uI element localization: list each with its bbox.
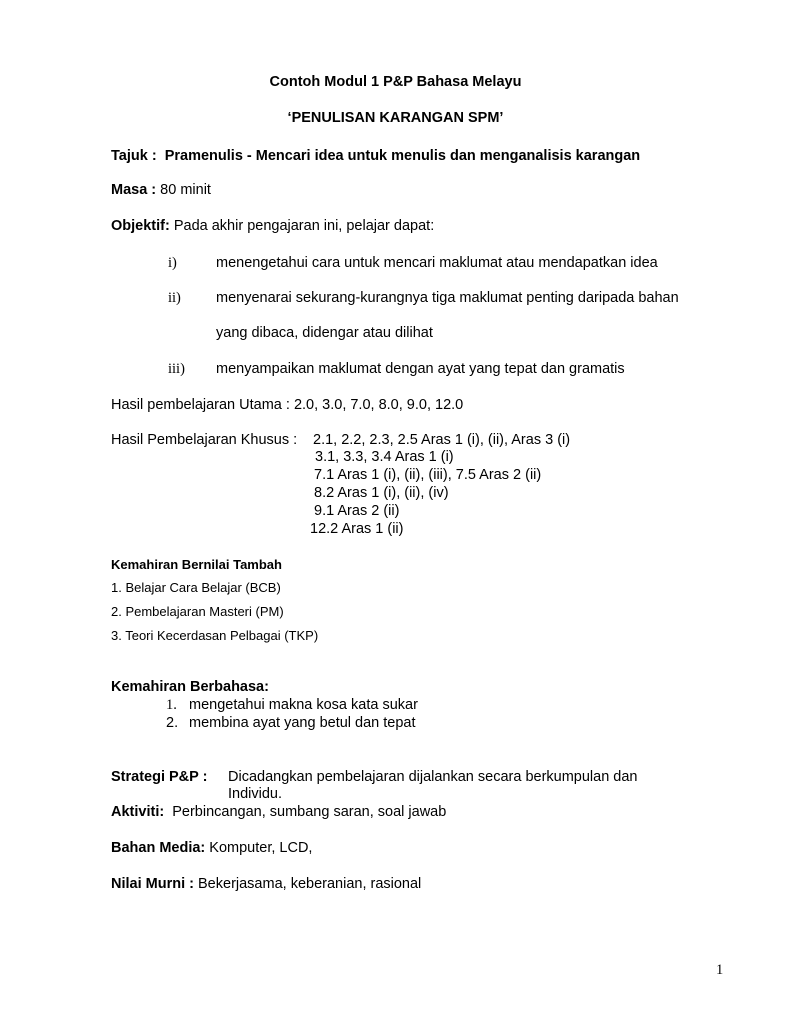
- hasil-khusus-line: 3.1, 3.3, 3.4 Aras 1 (i): [315, 449, 454, 465]
- bahan-media-value: Komputer, LCD,: [209, 840, 313, 856]
- hasil-khusus-line: 12.2 Aras 1 (ii): [310, 521, 404, 537]
- tajuk-value: Pramenulis - Mencari idea untuk menulis dan menganalisis karangan: [164, 148, 641, 164]
- objektif-num-1: i): [168, 255, 177, 271]
- kemahiran-bernilai-heading: Kemahiran Bernilai Tambah: [111, 557, 282, 572]
- hasil-khusus-line: 7.1 Aras 1 (i), (ii), (iii), 7.5 Aras 2 (ii): [314, 467, 542, 483]
- hasil-khusus-line: 2.1, 2.2, 2.3, 2.5 Aras 1 (i), (ii), Aras 3 (i): [313, 432, 571, 448]
- objektif-row: [111, 218, 434, 235]
- masa-label: Masa :: [111, 182, 157, 198]
- document-title: Contoh Modul 1 P&P Bahasa Melayu: [269, 74, 522, 90]
- kemahiran-berbahasa-num-2: 2.: [166, 715, 179, 731]
- objektif-label: Objektif:: [111, 218, 170, 234]
- kemahiran-berbahasa-heading: Kemahiran Berbahasa:: [111, 679, 269, 695]
- masa-value: 80 minit: [160, 182, 211, 198]
- kemahiran-bernilai-item: 3. Teori Kecerdasan Pelbagai (TKP): [111, 628, 319, 643]
- strategi-label: Strategi P&P :: [111, 769, 208, 785]
- objektif-item-1: menengetahui cara untuk mencari maklumat atau mendapatkan idea: [216, 255, 658, 271]
- kemahiran-berbahasa-item-2: membina ayat yang betul dan tepat: [189, 715, 416, 731]
- hasil-khusus-label: Hasil Pembelajaran Khusus :: [111, 432, 298, 448]
- bahan-media-label: Bahan Media:: [111, 840, 206, 856]
- nilai-murni-label: Nilai Murni :: [111, 876, 194, 892]
- kemahiran-berbahasa-item-1: mengetahui makna kosa kata sukar: [189, 697, 418, 713]
- hasil-khusus-line: 8.2 Aras 1 (i), (ii), (iv): [314, 485, 449, 501]
- kemahiran-bernilai-item: 2. Pembelajaran Masteri (PM): [111, 604, 284, 619]
- aktiviti-row: [111, 804, 446, 821]
- aktiviti-value: Perbincangan, sumbang saran, soal jawab: [172, 804, 447, 820]
- bahan-media-row: [111, 840, 312, 857]
- objektif-item-3: menyampaikan maklumat dengan ayat yang tepat dan gramatis: [216, 361, 625, 377]
- page-number: 1: [716, 962, 724, 978]
- objektif-num-3: iii): [168, 361, 185, 377]
- hasil-utama: Hasil pembelajaran Utama : 2.0, 3.0, 7.0, 8.0, 9.0, 12.0: [111, 397, 464, 413]
- document-subtitle: ‘PENULISAN KARANGAN SPM’: [287, 110, 504, 126]
- objektif-num-2: ii): [168, 290, 181, 306]
- objektif-item-2: menyenarai sekurang-kurangnya tiga maklumat penting daripada bahan: [216, 290, 679, 306]
- masa-row: [111, 182, 211, 199]
- tajuk-row: [111, 148, 640, 165]
- aktiviti-label: Aktiviti:: [111, 804, 165, 820]
- kemahiran-berbahasa-num-1: 1.: [166, 697, 177, 713]
- strategi-line-2: Individu.: [228, 786, 283, 802]
- tajuk-label: Tajuk :: [111, 148, 157, 164]
- nilai-murni-value: Bekerjasama, keberanian, rasional: [198, 876, 422, 892]
- kemahiran-bernilai-item: 1. Belajar Cara Belajar (BCB): [111, 580, 281, 595]
- hasil-khusus-line: 9.1 Aras 2 (ii): [314, 503, 400, 519]
- strategi-line-1: Dicadangkan pembelajaran dijalankan secara berkumpulan dan: [228, 769, 638, 785]
- objektif-intro: Pada akhir pengajaran ini, pelajar dapat:: [173, 218, 435, 234]
- nilai-murni-row: [111, 876, 421, 893]
- objektif-item-2-cont: yang dibaca, didengar atau dilihat: [216, 325, 433, 341]
